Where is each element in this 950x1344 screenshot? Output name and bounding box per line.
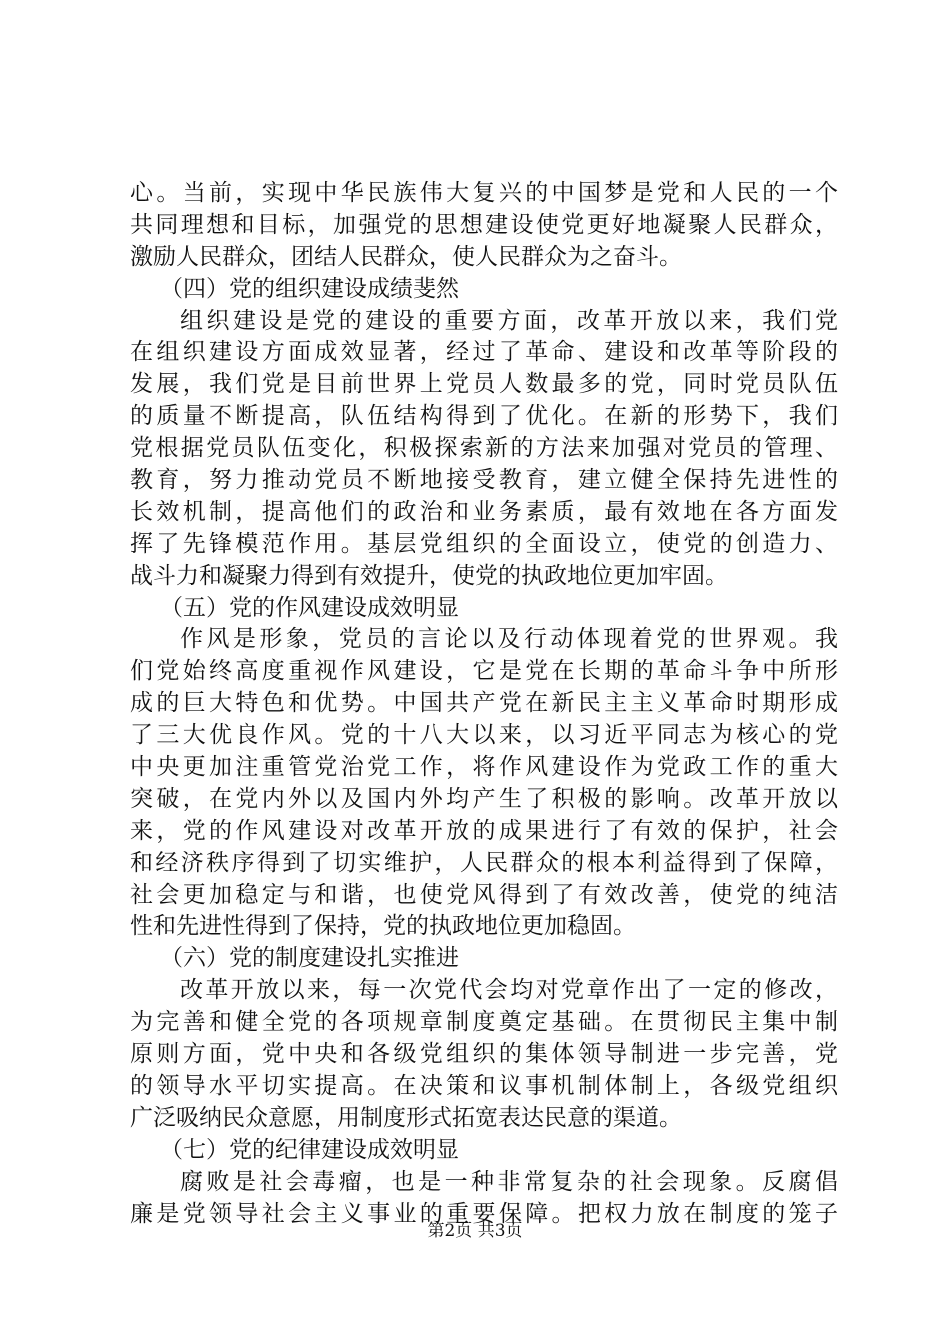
paragraph-line: 性和先进性得到了保持，党的执政地位更加稳固。 (130, 913, 636, 940)
paragraph-line: 心。当前，实现中华民族伟大复兴的中国梦是党和人民的一个 (130, 180, 838, 206)
paragraph-line: 突破，在党内外以及国内外均产生了积极的影响。改革开放以 (130, 785, 838, 812)
paragraph-line: 廉是党领导社会主义事业的重要保障。把权力放在制度的笼子 (130, 1200, 838, 1227)
paragraph-line: 战斗力和凝聚力得到有效提升，使党的执政地位更加牢固。 (130, 562, 728, 589)
paragraph-line: 来，党的作风建设对改革开放的成果进行了有效的保护，社会 (130, 817, 838, 844)
section-heading: （七）党的纪律建设成效明显 (160, 1136, 459, 1163)
paragraph-line: 的质量不断提高，队伍结构得到了优化。在新的形势下，我们 (130, 403, 838, 430)
paragraph-line: 为完善和健全党的各项规章制度奠定基础。在贯彻民主集中制 (130, 1009, 838, 1036)
paragraph-line: 中央更加注重管党治党工作，将作风建设作为党政工作的重大 (130, 754, 838, 781)
paragraph-line: 们党始终高度重视作风建设，它是党在长期的革命斗争中所形 (130, 658, 838, 685)
paragraph-line: 长效机制，提高他们的政治和业务素质，最有效地在各方面发 (130, 498, 838, 525)
paragraph-line: 了三大优良作风。党的十八大以来，以习近平同志为核心的党 (130, 722, 838, 749)
paragraph-line: 组织建设是党的建设的重要方面，改革开放以来，我们党 (180, 307, 838, 334)
paragraph-line: 原则方面，党中央和各级党组织的集体领导制进一步完善，党 (130, 1041, 838, 1068)
paragraph-line: 共同理想和目标，加强党的思想建设使党更好地凝聚人民群众， (130, 211, 838, 238)
section-heading: （四）党的组织建设成绩斐然 (160, 275, 459, 302)
paragraph-line: 激励人民群众，团结人民群众，使人民群众为之奋斗。 (130, 243, 682, 270)
paragraph-line: 社会更加稳定与和谐，也使党风得到了有效改善，使党的纯洁 (130, 881, 838, 908)
section-heading: （六）党的制度建设扎实推进 (160, 945, 459, 972)
paragraph-line: 发展，我们党是目前世界上党员人数最多的党，同时党员队伍 (130, 371, 838, 398)
paragraph-line: 挥了先锋模范作用。基层党组织的全面设立，使党的创造力、 (130, 530, 838, 557)
paragraph-line: 作风是形象，党员的言论以及行动体现着党的世界观。我 (180, 626, 838, 653)
paragraph-line: 改革开放以来，每一次党代会均对党章作出了一定的修改， (180, 977, 838, 1004)
paragraph-line: 和经济秩序得到了切实维护，人民群众的根本利益得到了保障， (130, 849, 838, 876)
paragraph-line: 教育，努力推动党员不断地接受教育，建立健全保持先进性的 (130, 467, 838, 494)
section-heading: （五）党的作风建设成效明显 (160, 594, 459, 621)
paragraph-line: 腐败是社会毒瘤，也是一种非常复杂的社会现象。反腐倡 (180, 1168, 838, 1195)
document-body (130, 178, 838, 1230)
paragraph-line: 广泛吸纳民众意愿，用制度形式拓宽表达民意的渠道。 (130, 1104, 682, 1131)
paragraph-line: 的领导水平切实提高。在决策和议事机制体制上，各级党组织 (130, 1072, 838, 1099)
paragraph-line: 党根据党员队伍变化，积极探索新的方法来加强对党员的管理、 (130, 435, 838, 462)
paragraph-line: 成的巨大特色和优势。中国共产党在新民主主义革命时期形成 (130, 690, 838, 717)
paragraph-line: 在组织建设方面成效显著，经过了革命、建设和改革等阶段的 (130, 339, 838, 366)
page-footer: 第2页 共3页 (427, 1221, 523, 1241)
